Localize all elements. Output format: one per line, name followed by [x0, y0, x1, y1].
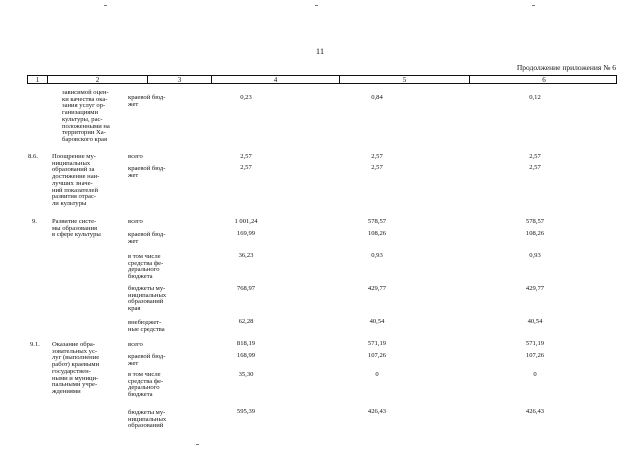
scan-artifact: [315, 5, 318, 6]
header-cell-5: 5: [340, 76, 470, 83]
header-cell-6: 6: [542, 76, 546, 84]
appendix-continuation-label: Продолжение приложения № 6: [516, 63, 616, 72]
value-col6: 108,26: [525, 230, 545, 237]
value-col6: 0,93: [529, 252, 541, 259]
value-col4: 768,97: [236, 285, 256, 292]
value-col6: 429,77: [525, 285, 545, 292]
value-col6: 426,43: [525, 408, 545, 415]
value-col4: 1 001,24: [234, 218, 258, 225]
value-col4: 0,23: [240, 94, 252, 101]
value-col4: 595,39: [236, 408, 256, 415]
funding-source: в том числе средства фе- дерального бюджета: [128, 371, 164, 399]
value-col4: 818,19: [236, 340, 256, 347]
funding-source: бюджеты му- ниципальных образований: [128, 409, 167, 430]
header-cell-3: 3: [148, 76, 212, 83]
row-name: Развитие систе- мы образования в сфере культуры: [52, 218, 101, 239]
funding-source: краевой бюд- жет: [128, 353, 166, 367]
value-col5: 0,93: [371, 252, 383, 259]
funding-source: в том числе средства фе- дерального бюджета: [128, 253, 164, 281]
funding-source: краевой бюд- жет: [128, 165, 166, 179]
value-col4: 168,99: [236, 352, 256, 359]
scan-artifact: [196, 444, 199, 445]
value-col6: 2,57: [529, 164, 541, 171]
value-col4: 36,23: [238, 252, 254, 259]
scan-artifact: [104, 5, 107, 6]
funding-source: краевой бюд- жет: [128, 231, 166, 245]
funding-source: внебюджет- ные средства: [128, 319, 165, 333]
row-number: 8.6.: [28, 153, 38, 160]
funding-source: всего: [128, 341, 143, 348]
value-col4: 35,30: [238, 371, 254, 378]
value-col5: 0: [375, 371, 379, 378]
value-col5: 2,57: [371, 164, 383, 171]
row-name: Оказание обра- зовательных ус- луг (выполнение работ) краевыми государствен- ными и муници- пальными учре- ждениями: [52, 341, 100, 395]
header-cell-4: 4: [212, 76, 340, 83]
funding-source: бюджеты му- ниципальных образований края: [128, 285, 167, 313]
value-col6: 40,54: [527, 318, 543, 325]
value-col4: 2,57: [240, 164, 252, 171]
header-cell-1: 1: [28, 76, 48, 83]
value-col5: 578,57: [367, 218, 387, 225]
value-col6: 2,57: [529, 153, 541, 160]
value-col5: 429,77: [367, 285, 387, 292]
value-col5: 571,19: [367, 340, 387, 347]
value-col6: 0,12: [529, 94, 541, 101]
value-col6: 0: [533, 371, 537, 378]
header-cell-2: 2: [48, 76, 148, 83]
value-col5: 40,54: [369, 318, 385, 325]
row-name: зависимой оцен- ки качества ока- зания услуг ор- ганизациями культуры, рас- положенными на территории Ха- баровского края: [62, 89, 110, 143]
funding-source: краевой бюд- жет: [128, 94, 166, 108]
value-col6: 107,26: [525, 352, 545, 359]
row-number: 9.1.: [30, 341, 40, 348]
value-col6: 571,19: [525, 340, 545, 347]
value-col5: 108,26: [367, 230, 387, 237]
row-name: Поощрение му- ниципальных образований за достижение наи- лучших значе- ний показателей развития отрас- ли культуры: [52, 153, 100, 207]
value-col4: 2,57: [240, 153, 252, 160]
value-col5: 426,43: [367, 408, 387, 415]
value-col6: 578,57: [525, 218, 545, 225]
row-number: 9.: [32, 218, 37, 225]
value-col5: 2,57: [371, 153, 383, 160]
page-number: 11: [315, 46, 325, 56]
value-col5: 107,26: [367, 352, 387, 359]
value-col4: 169,99: [236, 230, 256, 237]
table-header: [27, 75, 617, 84]
funding-source: всего: [128, 153, 143, 160]
scan-artifact: [532, 5, 535, 6]
value-col5: 0,84: [371, 94, 383, 101]
value-col4: 62,28: [238, 318, 254, 325]
funding-source: всего: [128, 218, 143, 225]
